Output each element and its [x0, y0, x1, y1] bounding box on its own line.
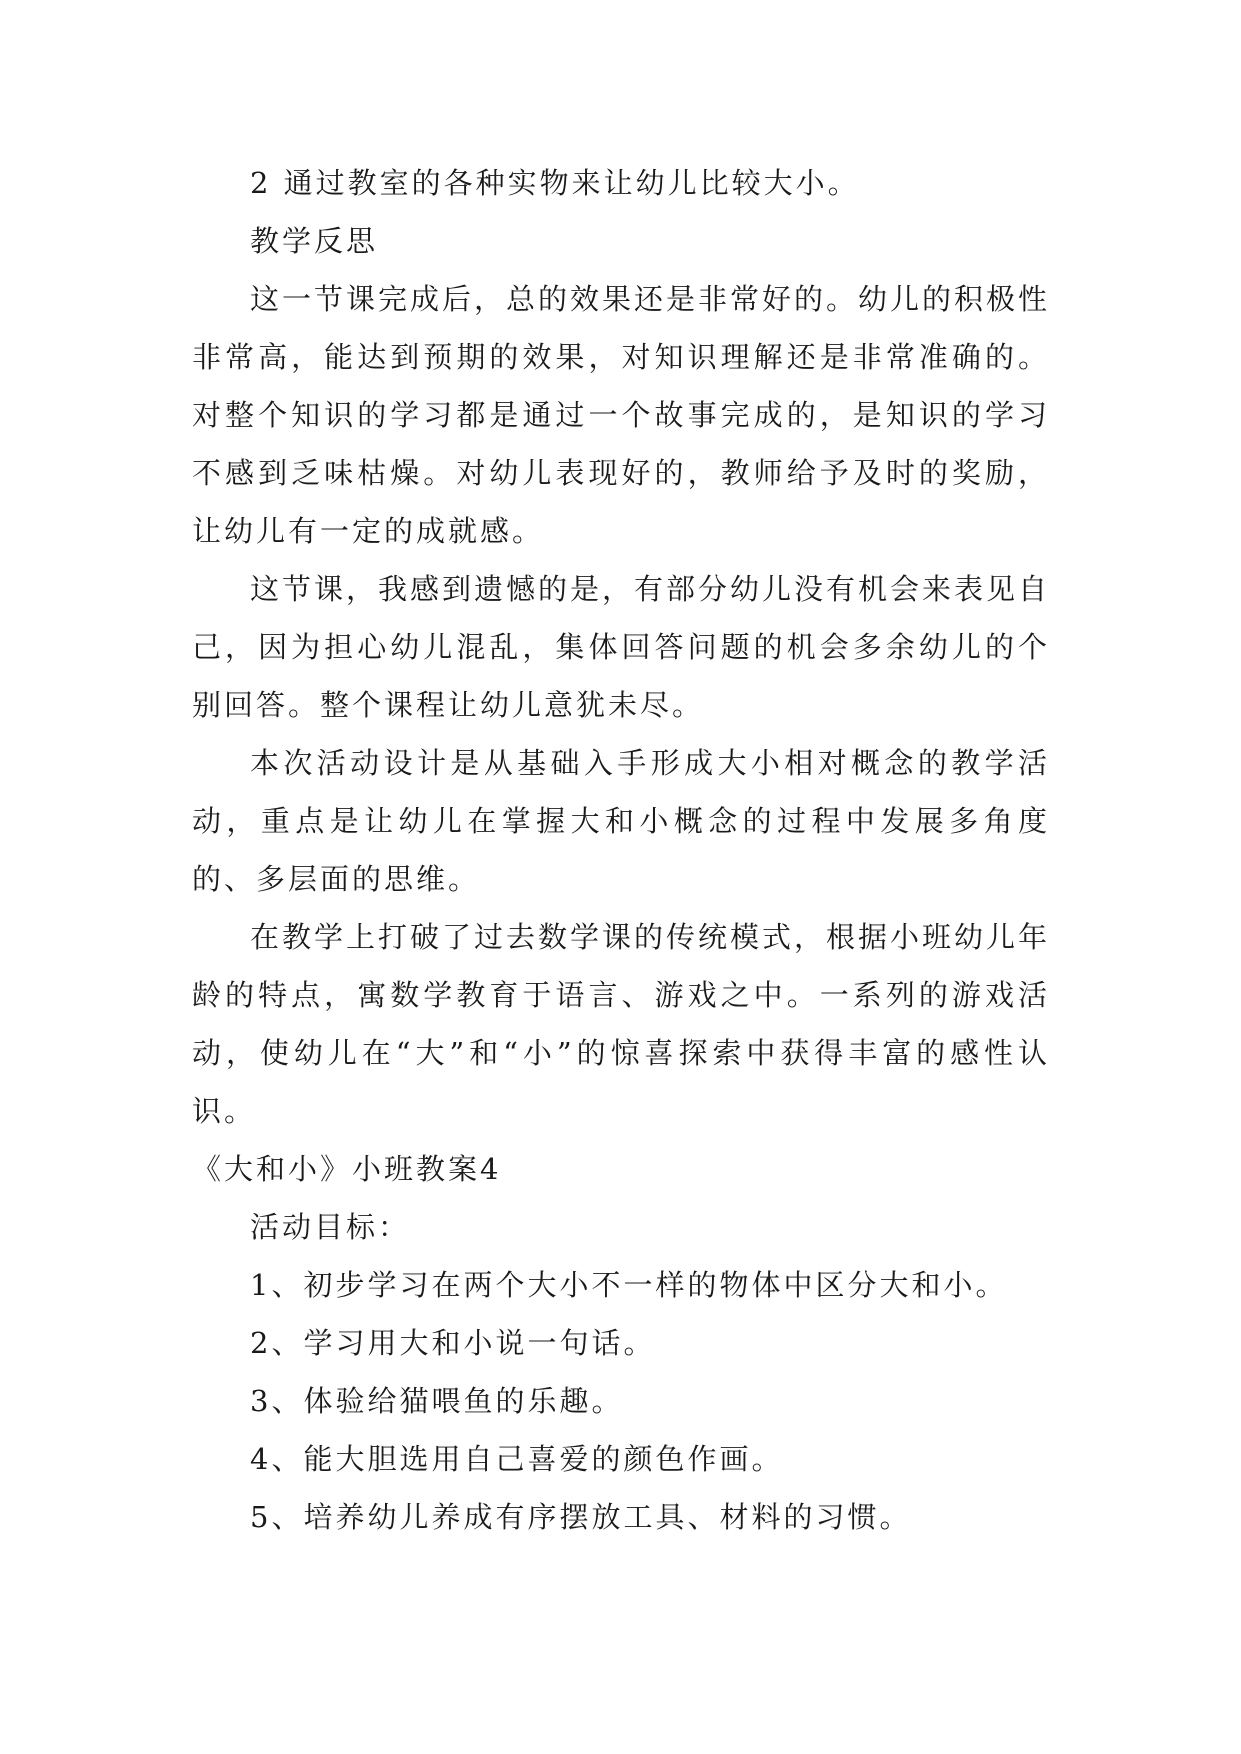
section-title: 《大和小》小班教案4 — [192, 1152, 502, 1186]
paragraph-step-2: 2 通过教室的各种实物来让幼儿比较大小。 — [250, 166, 860, 200]
paragraph-reflection-4: 在教学上打破了过去数学课的传统模式，根据小班幼儿年龄的特点，寓数学教育于语言、游戏之中。一系列的游戏活动，使幼儿在“大”和“小”的惊喜探索中获得丰富的感性认识。 — [192, 920, 1051, 1128]
goal-item-2: 2、学习用大和小说一句话。 — [250, 1326, 656, 1360]
goal-item-3: 3、体验给猫喂鱼的乐趣。 — [250, 1384, 624, 1418]
goal-item-4: 4、能大胆选用自己喜爱的颜色作画。 — [250, 1442, 784, 1476]
goals-label: 活动目标： — [250, 1210, 411, 1244]
paragraph-reflection-1: 这一节课完成后，总的效果还是非常好的。幼儿的积极性非常高，能达到预期的效果，对知识理解还是非常准确的。对整个知识的学习都是通过一个故事完成的，是知识的学习不感到乏味枯燥。对幼儿表现好的，教师给予及时的奖励，让幼儿有一定的成就感。 — [192, 282, 1051, 548]
goal-item-1: 1、初步学习在两个大小不一样的物体中区分大和小。 — [250, 1268, 1008, 1302]
document-body — [192, 154, 1050, 1546]
paragraph-reflection-heading: 教学反思 — [250, 224, 379, 258]
goal-item-5: 5、培养幼儿养成有序摆放工具、材料的习惯。 — [250, 1500, 912, 1534]
paragraph-reflection-3: 本次活动设计是从基础入手形成大小相对概念的教学活动，重点是让幼儿在掌握大和小概念的过程中发展多角度的、多层面的思维。 — [192, 746, 1050, 896]
paragraph-reflection-2: 这节课，我感到遗憾的是，有部分幼儿没有机会来表见自己，因为担心幼儿混乱，集体回答问题的机会多余幼儿的个别回答。整个课程让幼儿意犹未尽。 — [192, 572, 1051, 722]
